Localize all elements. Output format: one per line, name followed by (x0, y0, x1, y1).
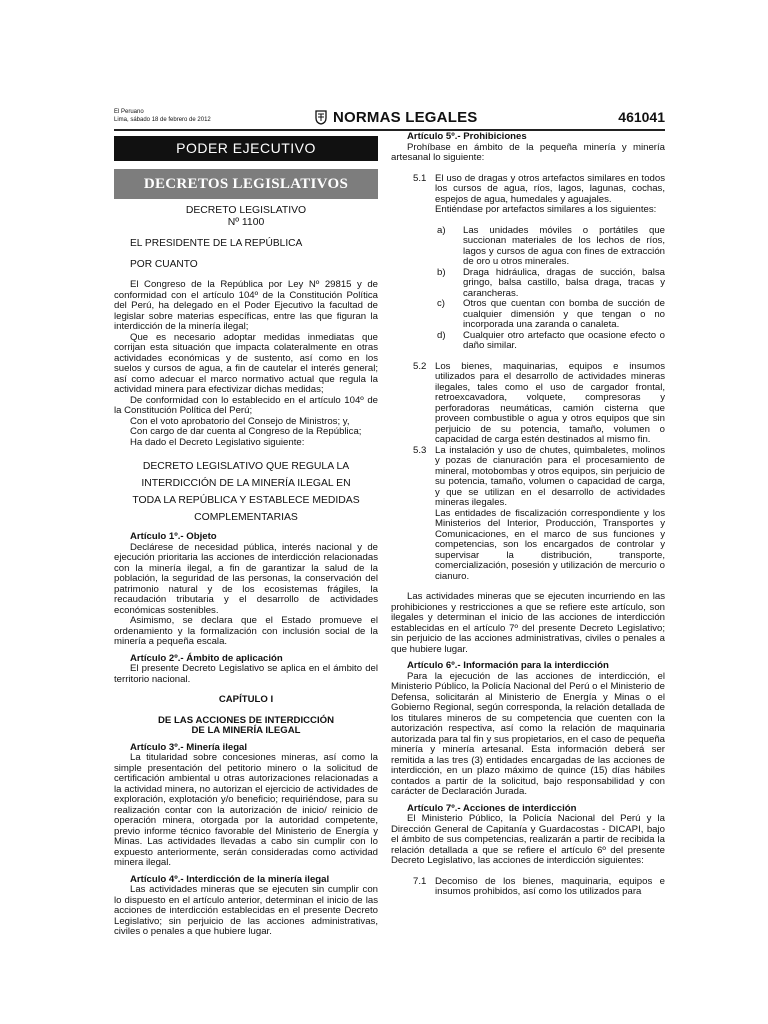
header-rule (114, 129, 665, 131)
item-text: Los bienes, maquinarias, equipos e insumos utilizados para el desarrollo de actividades mineras ilegales, tales como el uso de cargador frontal, retroexcavadora, volquete, compresoras y perforadoras neumáticas, camión cisterna que proveen combustible o agua y otros equipos que sin perjuicio de su potencia, tamaño, volumen o capacidad de carga estén destinados al mismo fin. (435, 360, 665, 445)
paragraph: Con cargo de dar cuenta al Congreso de la República; (130, 426, 362, 437)
list-item (391, 877, 665, 898)
paragraph: Que es necesario adoptar medidas inmediatas que corrijan esta situación que impacta colateralmente en otras actividades económicas y de sustento, así como en los suelos y cursos de agua, a fin de cautelar el interés general; así como adecuar el marco normativo actual que regula la actividad minera para efectivizar dichas medidas; (114, 331, 378, 395)
paragraph: El Ministerio Público, la Policía Nacional del Perú y la Dirección General de Capitanía y Guardacostas - DICAPI, bajo el ámbito de sus competencias, realizarán a partir de recibida la relación detallada a que se refiere el artículo 6º del presente Decreto Legislativo, las acciones de interdicción siguientes: (391, 813, 665, 866)
chapter-heading: CAPÍTULO I (218, 694, 274, 705)
sub-letter: b) (437, 266, 446, 278)
sub-letter: c) (437, 298, 445, 309)
item-number: 5.3 (413, 444, 427, 456)
chapter-title: DE LAS ACCIONES DE INTERDICCIÓN (157, 714, 335, 726)
article-heading: Artículo 2º.- Ámbito de aplicación (130, 652, 283, 664)
decree-number: Nº 1100 (227, 217, 265, 228)
newspaper-name: El Peruano (114, 109, 144, 115)
decretos-band: DECRETOS LEGISLATIVOS (114, 169, 378, 199)
main-title-line: DECRETO LEGISLATIVO QUE REGULA LA (142, 461, 350, 472)
article-heading: Artículo 6º.- Información para la interdicción (407, 660, 609, 671)
decree-title: DECRETO LEGISLATIVO (185, 205, 307, 216)
paragraph: Prohíbase en ámbito de la pequeña minería y minería artesanal lo siguiente: (391, 141, 665, 163)
list-item (391, 174, 665, 206)
paragraph: Declárese de necesidad pública, interés nacional y de ejecución prioritaria las acciones de interdicción relacionadas con la minería ilegal, a fin de garantizar la salud de la población, la seguridad de las personas, la conservación del patrimonio natural y de los ecosistemas frágiles, la recaudación tributaria y el desarrollo de actividades económicas sostenibles. (114, 541, 378, 616)
item-text: Las entidades de fiscalización correspondiente y los Ministerios del Interior, Producción, Transportes y Comunicaciones, en el marco de sus funciones y competencias, son los encargados de controlar y supervisar la distribución, transporte, comercialización, posesión y utilización de mercurio o cianuro. (435, 507, 665, 582)
poder-ejecutivo-band: PODER EJECUTIVO (114, 136, 378, 161)
paragraph: Con el voto aprobatorio del Consejo de Ministros; y, (130, 415, 350, 427)
article-heading: Artículo 4º.- Interdicción de la minería ilegal (130, 873, 330, 885)
article-heading: Artículo 1º.- Objeto (130, 531, 217, 542)
left-column (114, 136, 378, 938)
article-heading: Artículo 7º.- Acciones de interdicción (407, 802, 577, 814)
right-column (391, 132, 665, 898)
main-title-line: COMPLEMENTARIAS (194, 512, 298, 523)
paragraph: Para la ejecución de las acciones de interdicción, el Ministerio Público, la Policía Nacional del Perú o el Ministerio de Defensa, solicitarán al Ministerio de Energía y Minas o el Gobierno Regional, según corresponda, la relación detallada de los titulares mineros de su competencia que cuenten con la autorización respectiva, así como la relación de maquinaria autorizada para tal fin y sus propietarios, en el caso de pequeña minería y minería artesanal. Esta información deberá ser remitida a las tres (3) entidades encargadas de las acciones de interdicción, en un plazo máximo de quince (15) días hábiles contados a partir de la solicitud, bajo responsabilidad y con carácter de Declaración Jurada. (391, 670, 665, 797)
paragraph: Las actividades mineras que se ejecuten sin cumplir con lo dispuesto en el artículo anterior, determinan el inicio de las acciones de interdicción establecidas en el presente Decreto Legislativo; sin perjuicio de las acciones administrativas, civiles o penales a que hubiere lugar. (114, 884, 378, 937)
main-title-line: INTERDICCIÓN DE LA MINERÍA ILEGAL EN (141, 478, 351, 489)
paragraph: La titularidad sobre concesiones mineras, así como la simple presentación del petitorio minero o la solicitud de certificación ambiental u otras autorizaciones relacionadas a la actividad minera, no autorizan el ejercicio de actividades de exploración, explotación y/o beneficio; requiriéndose, para su realización contar con la autorización de inicio/ reinicio de operación minera, otorgada por la autoridad competente, previo informe técnico favorable del Ministerio de Energía y Minas. Las actividades llevadas a cabo sin cumplir con lo expuesto anteriormente, serán consideradas como actividad minera ilegal. (114, 752, 378, 868)
list-item (391, 205, 665, 216)
list-item (391, 362, 665, 446)
paragraph: Las actividades mineras que se ejecuten incurriendo en las prohibiciones y restricciones a que se refiere este artículo, son ilegales y determinan el inicio de las acciones de interdicción establecidas en el artículo 7º del presente Decreto Legislativo; sin perjuicio de las acciones administrativas, civiles o penales a que hubiere lugar. (391, 591, 665, 655)
sub-text: Draga hidráulica, dragas de succión, balsa gringo, balsa castillo, balsa draga, tracas y carancheras. (463, 266, 665, 299)
paragraph: El presente Decreto Legislativo se aplica en el ámbito del territorio nacional. (114, 663, 378, 685)
article-heading: Artículo 3º.- Minería ilegal (130, 741, 248, 753)
header-date: Lima, sábado 18 de febrero de 2012 (114, 117, 211, 123)
por-cuanto: POR CUANTO (130, 258, 198, 270)
item-text: La instalación y uso de chutes, quimbaletes, molinos y pozas de cianuración para el procesamiento de mineral, motobombas y otros equipos, sin perjuicio de su potencia, tamaño, volumen o capacidad de carga, y que se utilizan en el desarrollo de actividades mineras ilegales. (435, 444, 665, 508)
sub-text: Otros que cuentan con bomba de succión de cualquier dimensión y que tengan o no incorporada una zaranda o canaleta. (463, 298, 665, 330)
coat-of-arms-icon (314, 109, 328, 125)
paragraph: Ha dado el Decreto Legislativo siguiente: (130, 436, 305, 448)
sub-letter: a) (437, 224, 446, 236)
paragraph: De conformidad con lo establecido en el artículo 104º de la Constitución Política del Perú; (114, 394, 378, 416)
page-number: 461041 (618, 109, 665, 125)
item-text: Entiéndase por artefactos similares a los siguientes: (435, 204, 657, 215)
sub-item (391, 331, 665, 352)
item-number: 7.1 (413, 875, 427, 887)
item-number: 5.1 (413, 172, 427, 184)
sub-item (391, 299, 665, 331)
main-title-line: TODA LA REPÚBLICA Y ESTABLECE MEDIDAS (132, 495, 360, 506)
item-text: Decomiso de los bienes, maquinaria, equipos e insumos prohibidos, así como los utilizados para (435, 875, 665, 897)
paragraph: Asimismo, se declara que el Estado promueve el ordenamiento y la formalización con inclusión social de la minería a pequeña escala. (114, 615, 378, 647)
president-line: EL PRESIDENTE DE LA REPÚBLICA (130, 238, 303, 249)
article-heading: Artículo 5º.- Prohibiciones (407, 131, 527, 142)
chapter-title: DE LA MINERÍA ILEGAL (191, 725, 301, 736)
section-title: NORMAS LEGALES (333, 109, 478, 126)
list-item (391, 446, 665, 509)
sub-item (391, 226, 665, 268)
item-text: El uso de dragas y otros artefactos similares en todos los cursos de agua, ríos, lagos, lagunas, cochas, espejos de agua, humedales y aguajales. (435, 172, 665, 205)
item-number: 5.2 (413, 360, 427, 372)
header-meta (114, 108, 211, 124)
sub-item (391, 268, 665, 300)
paragraph: El Congreso de la República por Ley Nº 29815 y de conformidad con el artículo 104º de la Constitución Política del Perú, ha delegado en el Poder Ejecutivo la facultad de legislar sobre materias específicas, entre las que figuran la interdicción de la minería ilegal; (114, 279, 378, 332)
sub-text: Las unidades móviles o portátiles que succionan materiales de los lechos de ríos, lagos y cursos de agua con fines de extracción de oro u otros minerales. (463, 224, 665, 267)
sub-text: Cualquier otro artefacto que ocasione efecto o daño similar. (463, 329, 665, 351)
sub-letter: d) (437, 329, 446, 341)
list-item (391, 509, 665, 583)
